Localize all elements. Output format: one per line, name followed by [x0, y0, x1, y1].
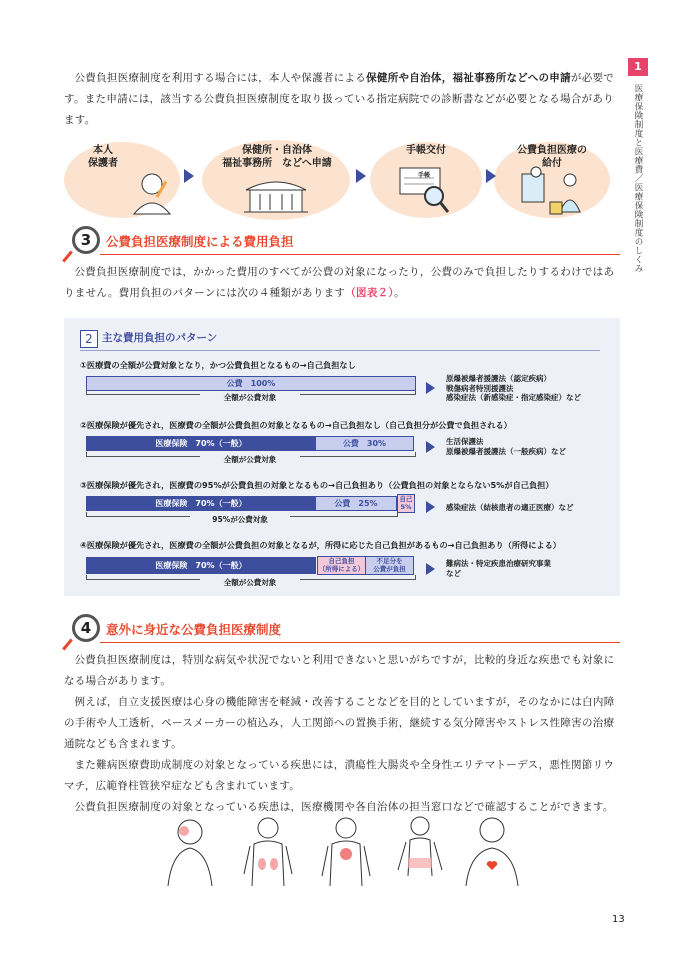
pattern-2-law: 生活保護法 — [446, 437, 484, 446]
section-3-rule — [100, 254, 620, 255]
pattern-1-bar-public: 公費 100% — [86, 376, 416, 391]
pattern-2-bar-insurance: 医療保険 70%（一般） — [86, 436, 316, 451]
pattern-1-law: 戦傷病者特別援護法 — [446, 383, 514, 393]
pattern-3-law: 感染症法（結核患者の適正医療）など — [446, 503, 574, 512]
pattern-1-law: 原爆被爆者援護法（認定疾病） — [446, 374, 551, 383]
flow-step-1-label: 本人 保護者 — [88, 145, 118, 169]
section-4-paragraph: 公費負担医療制度は，特別な病気や状況でないと利用できないと思いがちですが，比較的身近な疾患でも対象になる場合があります。 — [64, 654, 615, 687]
pattern-3-bar-self: 自己 5% — [397, 494, 415, 513]
magnifier-handle-icon — [62, 251, 73, 263]
flow-step-3-label: 手帳交付 — [406, 145, 446, 156]
flow-step-4-label: 公費負担医療の 給付 — [517, 145, 587, 169]
pattern-3-laws — [446, 503, 574, 513]
pattern-arrow-icon — [426, 501, 435, 513]
section-4-paragraph: 例えば，自立支援医療は心身の機能障害を軽減・改善することなどを目的としていますが，そのなかには白内障の手術や人工透析，ペースメーカーの植込み，人工関節への置換手術，継続する気分障害やストレス性障害の治療通院なども含まれます。 — [64, 696, 615, 750]
section-3-title: 公費負担医療制度による費用負担 — [106, 234, 294, 249]
flow-arrow-icon — [184, 169, 194, 183]
body-figure-joint-icon — [398, 817, 442, 876]
intro-paragraph — [64, 68, 620, 131]
pattern-4-law: 難病法・特定疾患治療研究事業 — [446, 559, 551, 568]
page-number: 13 — [612, 914, 625, 925]
pattern-arrow-icon — [426, 441, 435, 453]
body-illustrations — [150, 812, 530, 886]
pattern-1-bracket-label: 全額が公費対象 — [200, 392, 300, 403]
flow-step-2-label: 保健所・自治体 福祉事務所 などへ申請 — [222, 145, 332, 169]
section-4-paragraph: 公費負担医療制度の対象となっている疾患は，医療機関や各自治体の担当窓口などで確認することができます。 — [74, 801, 614, 813]
pattern-3-title: ③医療保険が優先され，医療費の95%が公費負担の対象となるもの→自己負担あり（公費負担の対象とならない5%が自己負担） — [80, 480, 554, 490]
flow-arrow-icon — [356, 169, 366, 183]
pattern-arrow-icon — [426, 563, 435, 575]
pattern-1-law: 感染症法（新感染症・指定感染症）など — [446, 393, 581, 402]
pattern-3-bar-insurance: 医療保険 70%（一般） — [86, 496, 316, 511]
flow-step-3-sub: 手帳 — [418, 172, 431, 179]
municipal-building-icon — [244, 182, 308, 212]
pattern-4-law: など — [446, 568, 461, 578]
pattern-4-bar-self: 自己負担 （所得による） — [318, 557, 365, 573]
body-figure-chest-icon — [466, 818, 518, 886]
section-4-body — [64, 650, 620, 818]
pattern-2-laws — [446, 437, 566, 456]
chapter-vertical-label: 医療保険制度と医療費／医療保険制度のしくみ — [633, 84, 643, 273]
intro-text-2: が必要です。また申請には，該当する公費負担医療制度を取り扱っている指定病院での診断書などが必要となる場合があります。 — [64, 72, 615, 126]
section-4-title: 意外に身近な公費負担医療制度 — [106, 622, 282, 637]
pattern-arrow-icon — [426, 382, 435, 394]
figure-2-number: 2 — [80, 330, 98, 348]
pattern-2-law: 原爆被爆者援護法（一般疾病）など — [446, 446, 566, 456]
pattern-2-bar-public: 公費 30% — [316, 436, 414, 451]
section-3-text: 公費負担医療制度では，かかった費用のすべてが公費の対象になったり，公費のみで負担したりするわけではありません。費用負担のパターンには次の４種類があります — [64, 266, 615, 299]
pattern-4-laws — [446, 559, 551, 578]
pattern-2-bracket-label: 全額が公費対象 — [200, 454, 300, 465]
pattern-3-bracket-label: 95%が公費対象 — [190, 514, 290, 525]
figure-2-rule — [80, 350, 600, 351]
magnifier-handle-icon — [62, 639, 73, 651]
section-4-number: 4 — [72, 614, 100, 642]
flow-arrow-icon — [486, 169, 496, 183]
intro-text-1: 公費負担医療制度を利用する場合には，本人や保護者による — [74, 72, 367, 84]
section-4-rule — [100, 642, 620, 643]
intro-emphasis: 保健所や自治体，福祉事務所などへの申請 — [366, 72, 571, 84]
body-figure-eye-icon — [168, 820, 212, 886]
figure-reference: （図表２） — [345, 287, 394, 299]
pattern-1-title: ①医療費の全額が公費対象となり，かつ公費負担となるもの→自己負担なし — [80, 360, 356, 370]
pattern-1-laws — [446, 374, 581, 403]
application-flow — [64, 132, 620, 220]
chapter-tab: 1 — [628, 58, 648, 76]
pattern-3-bar-public: 公費 25% — [316, 496, 397, 511]
pattern-4-title: ④医療保険が優先され，医療費の全額が公費負担の対象となるが，所得に応じた自己負担があるもの→自己負担あり（所得による） — [80, 540, 561, 550]
body-figure-heart-icon — [322, 818, 370, 886]
pattern-4-bracket-label: 全額が公費対象 — [200, 577, 300, 588]
section-3-text-end: 。 — [393, 287, 405, 299]
body-figure-kidney-icon — [244, 818, 292, 886]
section-3-number: 3 — [72, 226, 100, 254]
section-3-paragraph — [64, 262, 620, 304]
section-4-paragraph: また難病医療費助成制度の対象となっている疾患には，潰瘍性大腸炎や全身性エリテマトーデス，悪性関節リウマチ，広範脊柱管狭窄症なども含まれています。 — [64, 759, 615, 792]
pattern-4-bar-public: 不足分を 公費が負担 — [365, 556, 414, 575]
pattern-2-title: ②医療保険が優先され，医療費の全額が公費負担の対象となるもの→自己負担なし（自己負担分が公費で負担される） — [80, 420, 512, 430]
figure-2-title: 主な費用負担のパターン — [102, 332, 218, 344]
pattern-4-bar-insurance: 医療保険 70%（一般） — [86, 557, 316, 574]
